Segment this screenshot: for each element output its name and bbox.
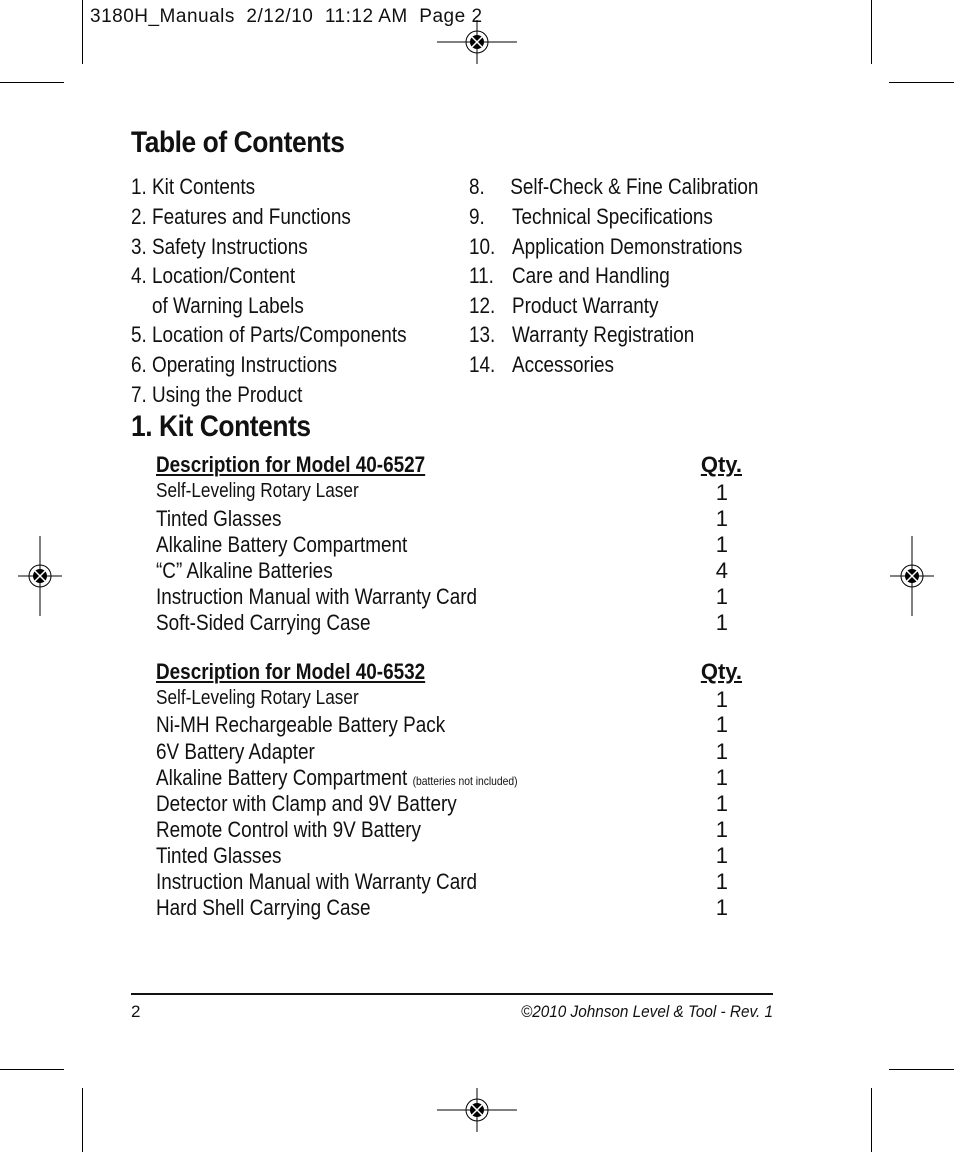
table-row: 6V Battery Adapter 1 [156, 739, 728, 764]
table-row: Tinted Glasses 1 [156, 506, 728, 531]
table-row: Self-Leveling Rotary Laser 1 [156, 687, 728, 712]
table-row: Instruction Manual with Warranty Card 1 [156, 584, 728, 609]
registration-mark-right-icon [890, 536, 934, 616]
table-header: Description for Model 40-6532 Qty. [156, 659, 742, 684]
page-number: 2 [131, 1002, 141, 1021]
registration-mark-top-icon [437, 20, 517, 64]
toc-item-location-content[interactable]: 4. Location/Content [131, 263, 296, 288]
table-row: Alkaline Battery Compartment 1 [156, 532, 728, 557]
registration-mark-left-icon [18, 536, 62, 616]
footer-divider [131, 993, 773, 995]
toc-item-operating[interactable]: 6. Operating Instructions [131, 352, 338, 377]
table-row: Detector with Clamp and 9V Battery 1 [156, 791, 728, 816]
toc-title: Table of Contents [131, 126, 345, 159]
toc-item-parts[interactable]: 5. Location of Parts/Components [131, 322, 407, 347]
toc-item-using[interactable]: 7. Using the Product [131, 382, 303, 407]
copyright-text: ©2010 Johnson Level & Tool - Rev. 1 [521, 1002, 773, 1021]
table-row: Tinted Glasses 1 [156, 843, 728, 868]
toc-item-kit-contents[interactable]: 1. Kit Contents [131, 174, 256, 199]
table-row: Soft-Sided Carrying Case 1 [156, 610, 728, 635]
table-row: Self-Leveling Rotary Laser 1 [156, 480, 728, 505]
table-row: “C” Alkaline Batteries 4 [156, 558, 728, 583]
table-row: Remote Control with 9V Battery 1 [156, 817, 728, 842]
toc-item-location-content-cont[interactable]: of Warning Labels [131, 293, 304, 318]
table-header: Description for Model 40-6527 Qty. [156, 452, 742, 477]
registration-mark-bottom-icon [437, 1088, 517, 1132]
printer-slug: 3180H_Manuals 2/12/10 11:12 AM Page 2 [90, 6, 483, 27]
kit-contents-title: 1. Kit Contents [131, 410, 311, 443]
table-row: Alkaline Battery Compartment (batteries not included) 1 [156, 765, 728, 790]
table-row: Ni-MH Rechargeable Battery Pack 1 [156, 712, 728, 737]
toc-item-safety[interactable]: 3. Safety Instructions [131, 234, 308, 259]
note-text: (batteries not included) [412, 774, 518, 788]
table-row: Hard Shell Carrying Case 1 [156, 895, 728, 920]
table-row: Instruction Manual with Warranty Card 1 [156, 869, 728, 894]
toc-item-features[interactable]: 2. Features and Functions [131, 204, 351, 229]
